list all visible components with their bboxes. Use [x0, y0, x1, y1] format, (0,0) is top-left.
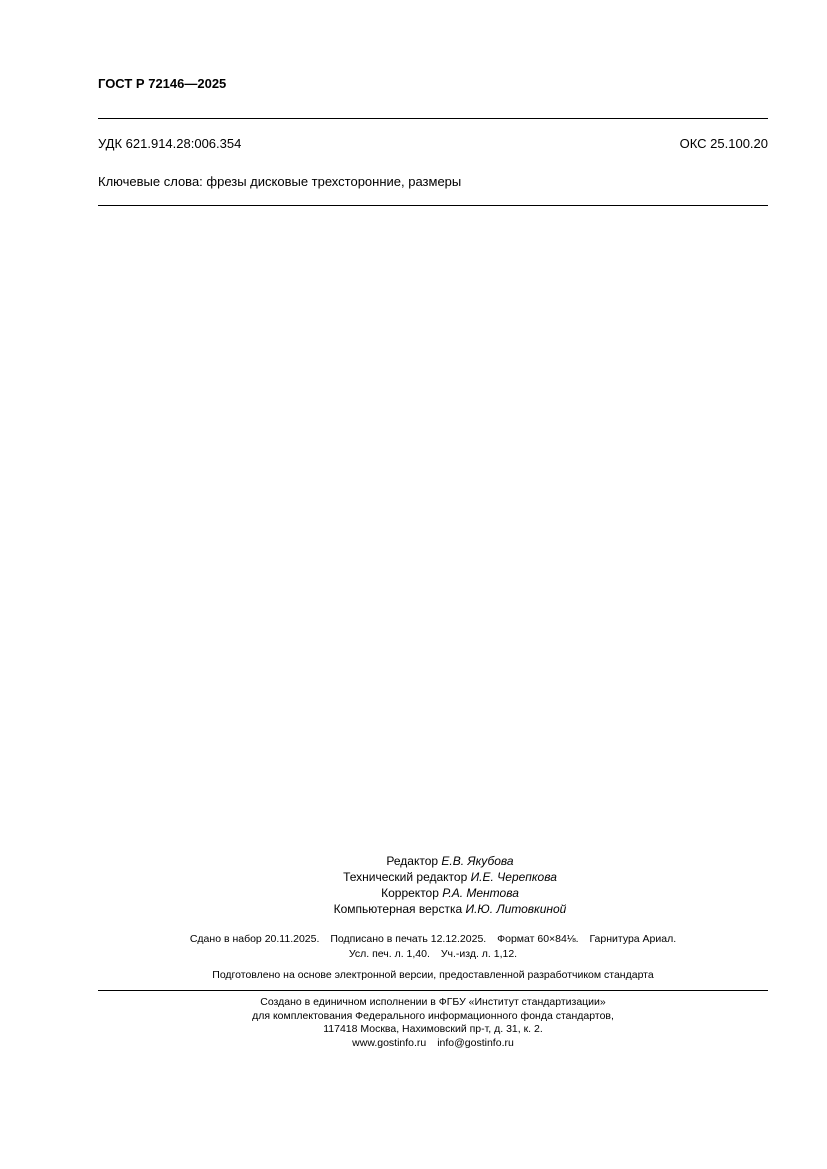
publisher-email-link[interactable]: info@gostinfo.ru	[437, 1036, 514, 1049]
credit-editor-role: Редактор	[386, 854, 439, 868]
print-info-block	[98, 932, 768, 962]
pub-sheets: Уч.-изд. л. 1,12.	[440, 948, 518, 960]
credit-corrector-role: Корректор	[381, 886, 439, 900]
print-format: Формат 60×84⅛.	[497, 933, 579, 945]
document-code: ГОСТ Р 72146—2025	[98, 76, 227, 91]
print-info-line2	[98, 947, 768, 962]
publisher-line1: Создано в единичном исполнении в ФГБУ «Институт стандартизации»	[260, 996, 606, 1008]
publisher-block	[98, 996, 768, 1050]
prepared-note: Подготовлено на основе электронной версии, предоставленной разработчиком стандарта	[212, 969, 654, 981]
credit-layout-role: Компьютерная верстка	[333, 902, 463, 916]
credit-editor-name: Е.В. Якубова	[441, 854, 514, 868]
credit-editor	[0, 853, 827, 869]
print-sheets: Усл. печ. л. 1,40.	[348, 948, 430, 960]
credit-layout-name: И.Ю. Литовкиной	[465, 902, 567, 916]
header-divider	[98, 118, 768, 119]
print-info-line1	[98, 932, 768, 947]
credit-corrector	[0, 885, 827, 901]
oks-code: ОКС 25.100.20	[679, 136, 768, 151]
credits-block	[0, 853, 827, 917]
publisher-line3: 117418 Москва, Нахимовский пр-т, д. 31, к. 2.	[323, 1023, 543, 1035]
credit-tech-editor	[0, 869, 827, 885]
credit-layout	[0, 901, 827, 917]
keywords-divider	[98, 205, 768, 206]
footer-divider	[98, 990, 768, 991]
publisher-line2: для комплектования Федерального информационного фонда стандартов,	[252, 1009, 614, 1022]
print-submitted: Сдано в набор 20.11.2025.	[189, 933, 320, 945]
credit-corrector-name: Р.А. Ментова	[442, 886, 519, 900]
publisher-contacts	[98, 1037, 768, 1051]
credit-tech-editor-role: Технический редактор	[343, 870, 468, 884]
keywords-line: Ключевые слова: фрезы дисковые трехсторонние, размеры	[98, 174, 462, 189]
print-signed: Подписано в печать 12.12.2025.	[330, 933, 487, 945]
udk-code: УДК 621.914.28:006.354	[98, 136, 242, 151]
credit-tech-editor-name: И.Е. Черепкова	[470, 870, 557, 884]
print-typeface: Гарнитура Ариал.	[589, 933, 677, 945]
publisher-website-link[interactable]: www.gostinfo.ru	[352, 1036, 427, 1049]
